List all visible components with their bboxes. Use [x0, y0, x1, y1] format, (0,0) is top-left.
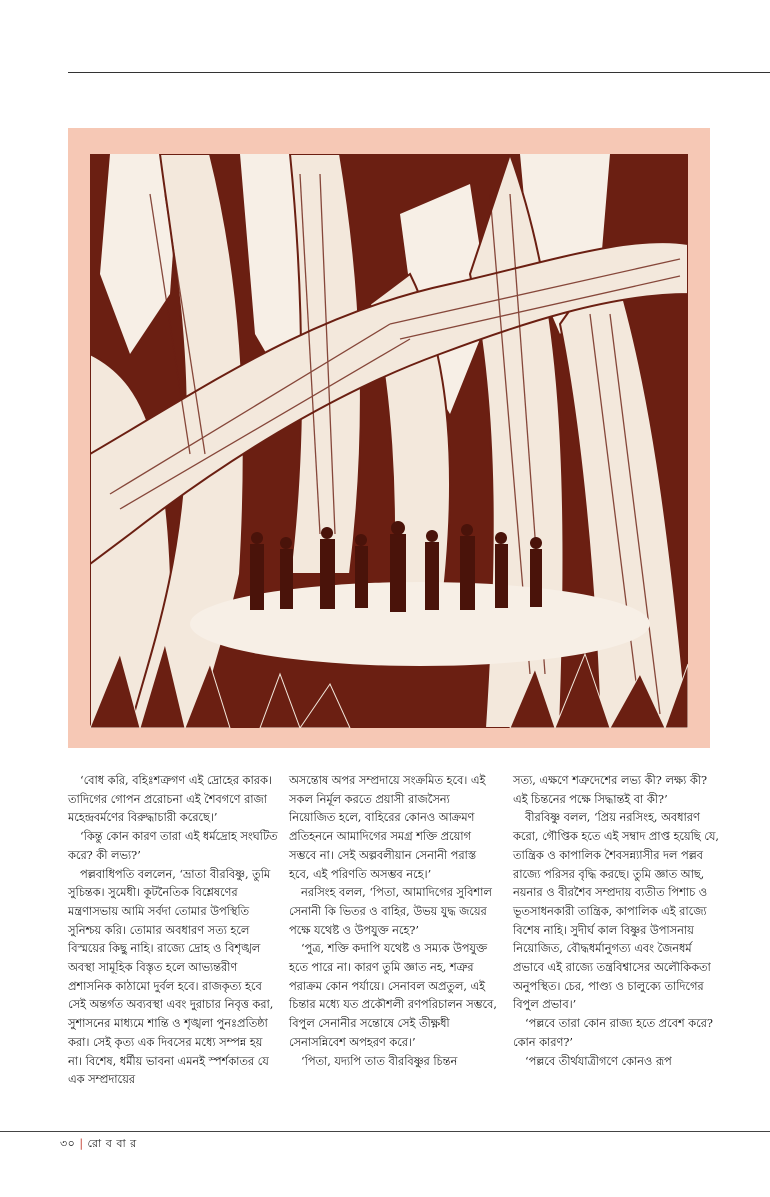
paragraph: ‘পুত্র, শক্তি কদাপি যথেষ্ট ও সম্যক উপযুক্ত হতে পারে না। কারণ তুমি জ্ঞাত নহ, শত্রুর পরাক্রম কোন পর্যায়ে। সেনাবল অপ্রতুল, এই চিন্তার মধ্যে যত প্রকৌশলী রণপরিচালন সম্ভবে, বিপুল সেনানীর সন্তোষে সেই তীক্ষ্ণধী সেনাসন্নিবেশ অপহরণ করে।’ — [289, 942, 497, 1049]
forest-illustration — [90, 154, 688, 728]
page-number: ৩০ — [60, 1137, 76, 1150]
paragraph: ‘পিতা, যদ্যপি তাত বীরবিষ্ণুর চিন্তন — [301, 1054, 458, 1068]
text-column-1 — [68, 772, 278, 1090]
paragraph: পল্লবাধিপতি বললেন, ‘ভ্রাতা বীরবিষ্ণু, তুমি সুচিন্তক। সুমেধী। কূটনৈতিক বিশ্লেষণের মন্ত্রণাসভায় আমি সর্বদা তোমার উপস্থিতি সুনিশ্চয় করি। তোমার অবধারণ সত্য হলে বিস্ময়ের কিছু নাহি। রাজ্যে দ্রোহ ও বিশৃঙ্খল অবস্থা সামূহিক বিস্তৃত হলে আভ্যন্তরীণ প্রশাসনিক কাঠামো দুর্বল হবে। রাজকৃত্য হবে সেই অন্তর্গত অব্যবস্থা এবং দুরাচার নিবৃত্ত করা, সুশাসনের মাধ্যমে শান্তি ও শৃঙ্খলা পুনঃপ্রতিষ্ঠা করা। সেই কৃত্য এক দিবসের মধ্যে সম্পন্ন হয় না। বিশেষ, ধর্মীয় ভাবনা এমনই স্পর্শকাতর যে এক সম্প্রদায়ের — [68, 867, 274, 1087]
top-rule — [68, 72, 770, 73]
paragraph: বীরবিষ্ণু বলল, ‘প্রিয় নরসিংহ, অবধারণ করো, গৌপ্তিক হতে এই সম্বাদ প্রাপ্ত হয়েছি যে, তান্ত্রিক ও কাপালিক শৈবসন্ন্যাসীর দল পল্লব রাজ্যে পরিসর বৃদ্ধি করছে। তুমি জ্ঞাত আছ, নয়নার ও বীরশৈব সম্প্রদায় ব্যতীত পিশাচ ও ভূতসাধনকারী তান্ত্রিক, কাপালিক এই রাজ্যে বিশেষ নাহি। সুদীর্ঘ কাল বিষ্ণুর উপাসনায় নিয়োজিত, বৌদ্ধধর্মানুগত্য এবং জৈনধর্ম প্রভাবে এই রাজ্যে তন্ত্রবিশ্বাসের অলৌকিকতা অনুপস্থিত। চের, পাণ্ড্য ও চালুক্যে তাদিগের বিপুল প্রভাব।’ — [513, 811, 719, 1012]
paragraph: ‘পল্লবে তারা কোন রাজ্য হতে প্রবেশ করে? কোন কারণ?’ — [513, 1017, 713, 1049]
magazine-name: রো ব বা র — [87, 1137, 137, 1150]
paragraph: সত্য, এক্ষণে শত্রুদেশের লভ্য কী? লক্ষ্য কী? এই চিন্তনের পক্ষে সিদ্ধান্তই বা কী?’ — [513, 774, 708, 806]
footer-separator: | — [79, 1137, 84, 1150]
forest-woodcut — [90, 154, 688, 728]
footer-rule — [0, 1131, 770, 1132]
text-column-2 — [289, 772, 499, 1071]
paragraph: ‘বোধ করি, বহিঃশত্রুগণ এই দ্রোহের কারক। তাদিগের গোপন প্ররোচনা এই শৈবগণে রাজা মহেন্দ্রবর্মণের বিরুদ্ধাচারী করেছে।’ — [68, 774, 272, 825]
paragraph: ‘পল্লবে তীর্থযাত্রীগণে কোনও রূপ — [525, 1054, 672, 1068]
paragraph: অসন্তোষ অপর সম্প্রদায়ে সংক্রমিত হবে। এই সকল নির্মূল করতে প্রয়াসী রাজসৈন্য নিয়োজিত হলে, বাহিরের কোনও আক্রমণ প্রতিহননে আমাদিগের সমগ্র শক্তি প্রয়োগ সম্ভবে না। সেই অল্পবলীয়ান সেনানী পরাস্ত হবে, এই পরিণতি অসম্ভব নহে।’ — [289, 774, 486, 881]
page-footer — [60, 1135, 137, 1154]
illustration-frame — [68, 128, 710, 748]
text-column-3 — [513, 772, 723, 1071]
paragraph: ‘কিন্তু কোন কারণ তারা এই ধর্মদ্রোহ সংঘটিত করে? কী লভ্য?’ — [68, 830, 278, 862]
paragraph: নরসিংহ বলল, ‘পিতা, আমাদিগের সুবিশাল সেনানী কি ভিতর ও বাহির, উভয় যুদ্ধ জয়ের পক্ষে যথেষ্ট ও উপযুক্ত নহে?’ — [289, 886, 492, 937]
